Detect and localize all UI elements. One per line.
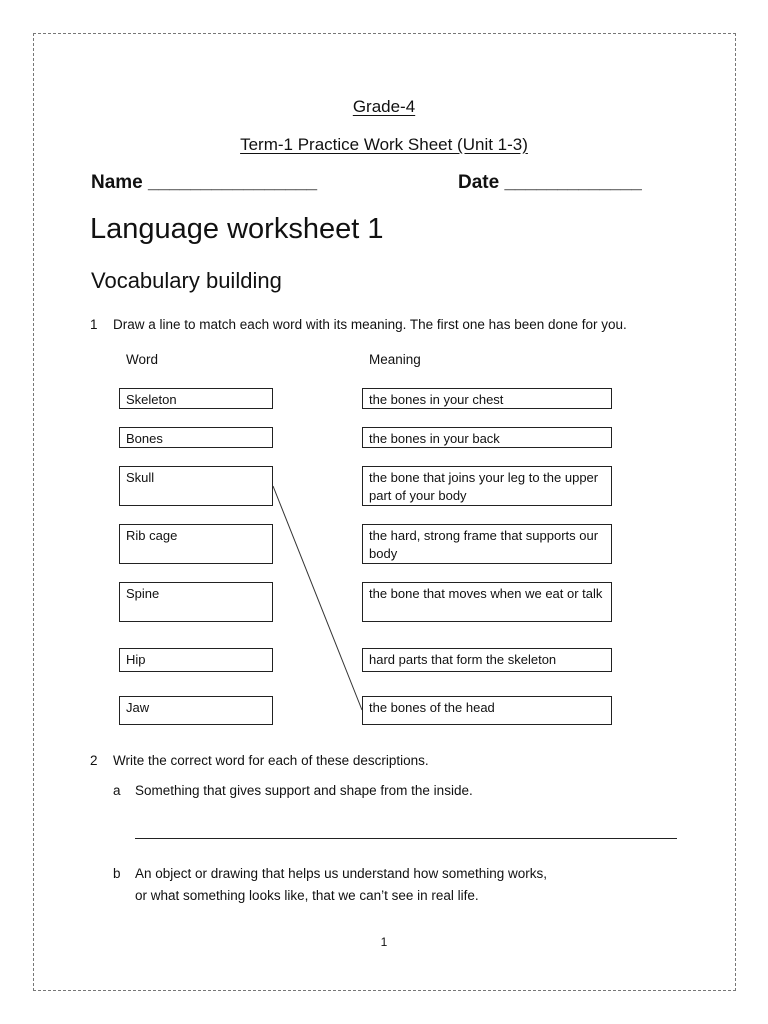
meaning-box-chest[interactable]: the bones in your chest <box>362 388 612 409</box>
q2a-label: a <box>113 783 121 798</box>
q2-number: 2 <box>90 753 98 768</box>
q2a-answer-line[interactable] <box>135 838 677 839</box>
meaning-box-back[interactable]: the bones in your back <box>362 427 612 448</box>
worksheet-title: Language worksheet 1 <box>90 213 384 245</box>
word-box-jaw[interactable]: Jaw <box>119 696 273 725</box>
q2b-text-line1: An object or drawing that helps us understand how something works, <box>135 866 547 881</box>
q1-text: Draw a line to match each word with its meaning. The first one has been done for you. <box>113 317 627 332</box>
meaning-box-eat-talk[interactable]: the bone that moves when we eat or talk <box>362 582 612 622</box>
q2b-label: b <box>113 866 121 881</box>
word-box-skull[interactable]: Skull <box>119 466 273 506</box>
word-box-spine[interactable]: Spine <box>119 582 273 622</box>
meaning-box-hard-parts[interactable]: hard parts that form the skeleton <box>362 648 612 672</box>
meaning-column-heading: Meaning <box>369 352 421 367</box>
meaning-box-head[interactable]: the bones of the head <box>362 696 612 725</box>
page-number: 1 <box>380 935 388 949</box>
meaning-box-frame[interactable]: the hard, strong frame that supports our body <box>362 524 612 564</box>
name-field: Name ________________ <box>91 172 318 193</box>
word-column-heading: Word <box>126 352 159 367</box>
word-box-hip[interactable]: Hip <box>119 648 273 672</box>
meaning-box-leg-joint[interactable]: the bone that joins your leg to the upper part of your body <box>362 466 612 506</box>
word-box-bones[interactable]: Bones <box>119 427 273 448</box>
q1-number: 1 <box>90 317 98 332</box>
word-box-rib-cage[interactable]: Rib cage <box>119 524 273 564</box>
section-title: Vocabulary building <box>91 268 282 293</box>
word-box-skeleton[interactable]: Skeleton <box>119 388 273 409</box>
q2a-text: Something that gives support and shape from the inside. <box>135 783 473 798</box>
term-heading: Term-1 Practice Work Sheet (Unit 1-3) <box>240 135 528 154</box>
date-field: Date _____________ <box>458 172 642 193</box>
q2-text: Write the correct word for each of these descriptions. <box>113 753 429 768</box>
grade-heading: Grade-4 <box>352 97 416 116</box>
q2b-text-line2: or what something looks like, that we can’t see in real life. <box>135 888 479 903</box>
